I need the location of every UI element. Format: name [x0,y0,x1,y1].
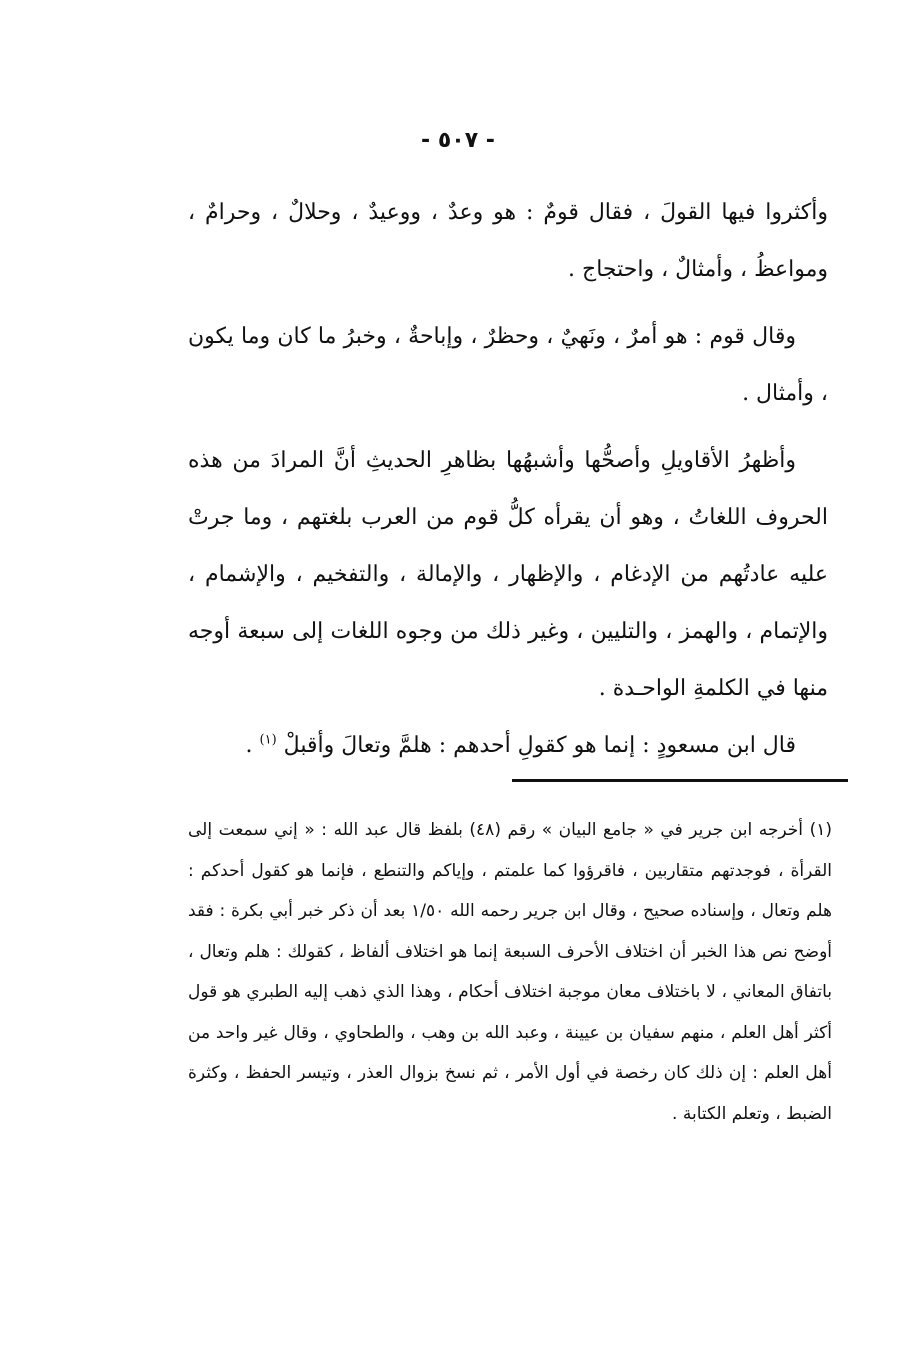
paragraph-4 [188,717,828,774]
main-text [188,184,828,774]
paragraph-4-text: قال ابن مسعودٍ : إنما هو كقولِ أحدهم : هلمَّ وتعالَ وأقبلْ [283,733,796,758]
footnote-reference[interactable]: (١) [259,732,277,748]
paragraph-3: وأظهرُ الأقاويلِ وأصحُّها وأشبهُها بظاهرِ الحديثِ أنَّ المرادَ من هذه الحروف اللغاتُ ، وهو أن يقرأه كلُّ قوم من العرب بلغتهم ، وما جرتْ عليه عادتُهم من الإدغام ، والإظهار ، والإمالة ، والتفخيم ، والإشمام ، والإتمام ، والهمز ، والتليين ، وغير ذلك من وجوه اللغات إلى سبعة أوجه منها في الكلمةِ الواحـدة . [188,448,828,701]
paragraph-4-end: . [245,733,260,758]
page-number: - ٥٠٧ - [421,128,495,153]
footnotes [188,810,832,1134]
footnote-divider [512,779,848,782]
paragraph-1: وأكثروا فيها القولَ ، فقال قومٌ : هو وعدٌ ، ووعيدٌ ، وحلالٌ ، وحرامٌ ، ومواعظُ ، وأمثالٌ ، واحتجاج . [188,200,828,282]
footnote-1: (١) أخرجه ابن جرير في « جامع البيان » رقم (٤٨) بلفظ قال عبد الله : « إني سمعت إلى القرأة ، فوجدتهم متقاربين ، فاقرؤوا كما علمتم ، وإياكم والتنطع ، فإنما هو كقول أحدكم : هلم وتعال ، وإسناده صحيح ، وقال ابن جرير رحمه الله ١/٥٠ بعد أن ذكر خبر أبي بكرة : فقد أوضح نص هذا الخبر أن اختلاف الأحرف السبعة إنما هو اختلاف ألفاظ ، كقولك : هلم وتعال ، باتفاق المعاني ، لا باختلاف معان موجبة اختلاف أحكام ، وهذا الذي ذهب إليه الطبري هو قول أكثر أهل العلم ، منهم سفيان بن عيينة ، وعبد الله بن وهب ، والطحاوي ، وقال غير واحد من أهل العلم : إن ذلك كان رخصة في أول الأمر ، ثم نسخ بزوال العذر ، وتيسر الحفظ ، وكثرة الضبط ، وتعلم الكتابة . [188,820,833,1124]
paragraph-2: وقال قوم : هو أمرٌ ، ونَهيٌ ، وحظرٌ ، وإباحةٌ ، وخبرُ ما كان وما يكون ، وأمثال . [188,324,828,406]
